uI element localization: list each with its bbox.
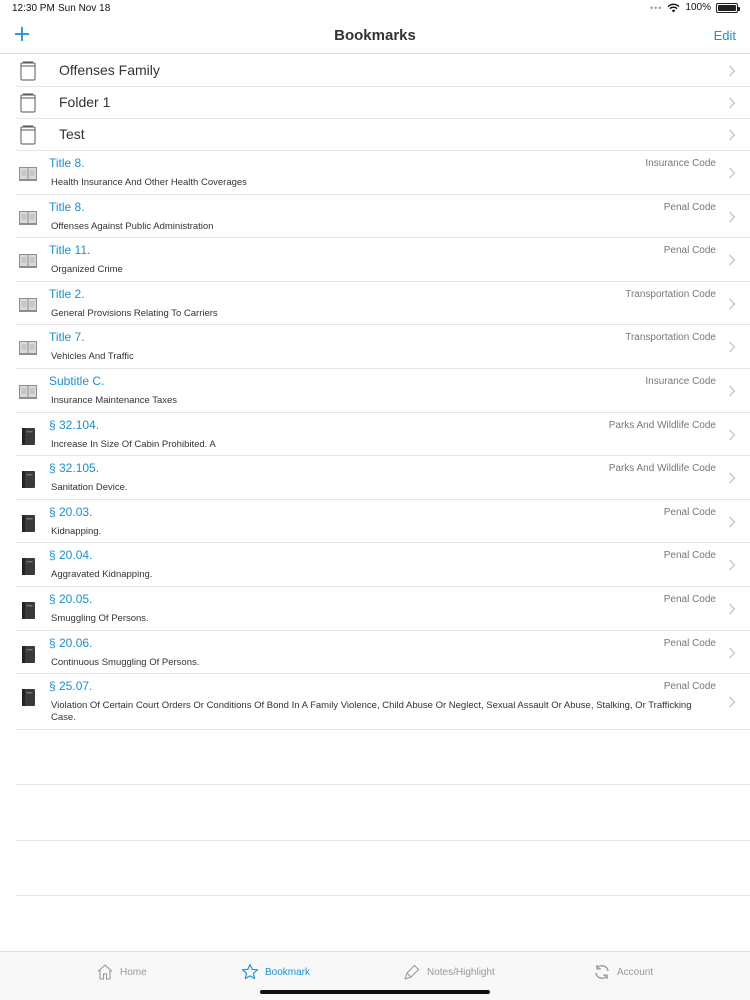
bookmark-row[interactable] [16, 282, 750, 326]
bookmark-code: Penal Code [663, 201, 716, 213]
bookmark-title: § 32.104. [49, 417, 100, 432]
bookmark-code: Penal Code [663, 506, 716, 518]
sync-icon [592, 962, 612, 982]
bookmark-row[interactable] [16, 413, 750, 457]
folder-label: Test [59, 126, 85, 142]
bookmark-description: Violation Of Certain Court Orders Or Conditions Of Bond In A Family Violence, Child Abuse Or Neglect, Sexual Assault Or Abuse, Stalking, Or Trafficking Case. [51, 700, 692, 724]
folder-row[interactable] [16, 87, 750, 119]
bookmark-title: Title 8. [49, 156, 85, 170]
bookmark-description: Increase In Size Of Cabin Prohibited. A [51, 438, 216, 450]
tab-account[interactable] [592, 962, 653, 982]
folder-icon [20, 93, 36, 113]
chevron-right-icon [728, 341, 736, 353]
bookmark-row[interactable] [16, 151, 750, 195]
bookmark-row[interactable] [16, 238, 750, 282]
bookmark-title: § 20.03. [49, 504, 93, 519]
open-book-icon [18, 295, 38, 315]
empty-row-divider [16, 895, 750, 896]
bookmark-row[interactable] [16, 325, 750, 369]
bookmark-code: Penal Code [663, 245, 716, 257]
bookmark-row[interactable] [16, 195, 750, 239]
star-icon [240, 962, 260, 982]
tab-home[interactable] [95, 962, 147, 982]
bookmark-code: Transportation Code [625, 332, 716, 344]
highlighter-icon [402, 962, 422, 982]
bookmark-description: Organized Crime [51, 264, 123, 276]
bookmark-title: § 20.06. [49, 635, 93, 650]
bookmark-title: Title 8. [49, 199, 85, 214]
bookmark-title: § 25.07. [49, 679, 93, 694]
closed-book-icon [18, 687, 38, 707]
bookmark-row[interactable] [16, 456, 750, 500]
chevron-right-icon [728, 167, 736, 179]
open-book-icon [18, 338, 38, 358]
multitask-dots-icon: ••• [649, 2, 663, 13]
folder-row[interactable] [16, 55, 750, 87]
chevron-right-icon [728, 298, 736, 310]
battery-percent: 100% [685, 2, 711, 13]
folder-icon [20, 61, 36, 81]
bookmark-row[interactable] [16, 500, 750, 544]
chevron-right-icon [728, 603, 736, 615]
bookmark-title: Title 2. [49, 286, 85, 301]
folder-icon [20, 125, 36, 145]
closed-book-icon [18, 426, 38, 446]
bookmark-code: Insurance Code [645, 375, 716, 387]
closed-book-icon [18, 513, 38, 533]
open-book-icon [18, 164, 38, 184]
chevron-right-icon [728, 129, 736, 141]
bookmark-code: Penal Code [663, 550, 716, 562]
battery-icon [716, 3, 738, 13]
status-bar [0, 0, 750, 18]
bookmark-row[interactable] [16, 631, 750, 675]
closed-book-icon [18, 600, 38, 620]
status-date: Sun Nov 18 [58, 3, 111, 14]
tab-label: Notes/Highlight [427, 966, 495, 978]
page-title: Bookmarks [334, 27, 416, 44]
bookmark-title: § 32.105. [49, 461, 100, 476]
empty-row-divider [16, 784, 750, 785]
bookmark-description: Sanitation Device. [51, 482, 128, 494]
bookmark-code: Transportation Code [625, 288, 716, 300]
tab-bar [0, 951, 750, 1000]
chevron-right-icon [728, 516, 736, 528]
closed-book-icon [18, 469, 38, 489]
chevron-right-icon [728, 385, 736, 397]
chevron-right-icon [728, 696, 736, 708]
chevron-right-icon [728, 211, 736, 223]
folder-label: Offenses Family [59, 62, 160, 78]
chevron-right-icon [728, 559, 736, 571]
bookmark-description: Kidnapping. [51, 525, 102, 537]
chevron-right-icon [728, 254, 736, 266]
home-indicator [260, 990, 490, 994]
bookmark-list [0, 55, 750, 730]
bookmark-code: Parks And Wildlife Code [608, 419, 716, 431]
bookmark-title: Title 7. [49, 330, 85, 345]
bookmark-description: Aggravated Kidnapping. [51, 569, 153, 581]
tab-bookmark[interactable] [240, 962, 310, 982]
tab-notes-highlight[interactable] [402, 962, 495, 982]
tab-label: Bookmark [265, 966, 311, 978]
bookmark-title: Title 11. [49, 243, 91, 258]
tab-label: Home [120, 966, 147, 978]
bookmark-title: § 20.05. [49, 591, 93, 606]
open-book-icon [18, 251, 38, 271]
edit-button[interactable]: Edit [713, 28, 736, 43]
bookmark-code: Penal Code [663, 593, 716, 605]
status-time: 12:30 PM [12, 3, 55, 14]
bookmark-description: Offenses Against Public Administration [51, 220, 214, 232]
folder-row[interactable] [16, 119, 750, 151]
bookmark-code: Penal Code [663, 637, 716, 649]
chevron-right-icon [728, 429, 736, 441]
bookmark-description: Continuous Smuggling Of Persons. [51, 656, 200, 668]
bookmark-row[interactable] [16, 587, 750, 631]
chevron-right-icon [728, 97, 736, 109]
closed-book-icon [18, 556, 38, 576]
closed-book-icon [18, 644, 38, 664]
bookmark-title: § 20.04. [49, 548, 93, 563]
home-icon [95, 962, 115, 982]
open-book-icon [18, 382, 38, 402]
status-right [650, 2, 738, 13]
folder-label: Folder 1 [59, 94, 111, 110]
bookmark-code: Parks And Wildlife Code [608, 463, 716, 475]
nav-bar [0, 18, 750, 54]
bookmark-description: Insurance Maintenance Taxes [51, 394, 178, 406]
bookmark-code: Penal Code [663, 681, 716, 693]
bookmark-description: Health Insurance And Other Health Coverages [51, 177, 247, 188]
open-book-icon [18, 208, 38, 228]
bookmark-row[interactable] [16, 674, 750, 730]
chevron-right-icon [728, 647, 736, 659]
empty-row-divider [16, 840, 750, 841]
bookmark-row[interactable] [16, 369, 750, 413]
chevron-right-icon [728, 65, 736, 77]
bookmark-description: Smuggling Of Persons. [51, 612, 149, 624]
bookmark-title: Subtitle C. [49, 373, 105, 388]
bookmark-description: Vehicles And Traffic [51, 351, 134, 363]
tab-label: Account [617, 966, 654, 978]
chevron-right-icon [728, 472, 736, 484]
bookmark-code: Insurance Code [645, 158, 716, 169]
wifi-icon [667, 3, 680, 13]
bookmark-row[interactable] [16, 543, 750, 587]
bookmark-description: General Provisions Relating To Carriers [51, 307, 218, 319]
